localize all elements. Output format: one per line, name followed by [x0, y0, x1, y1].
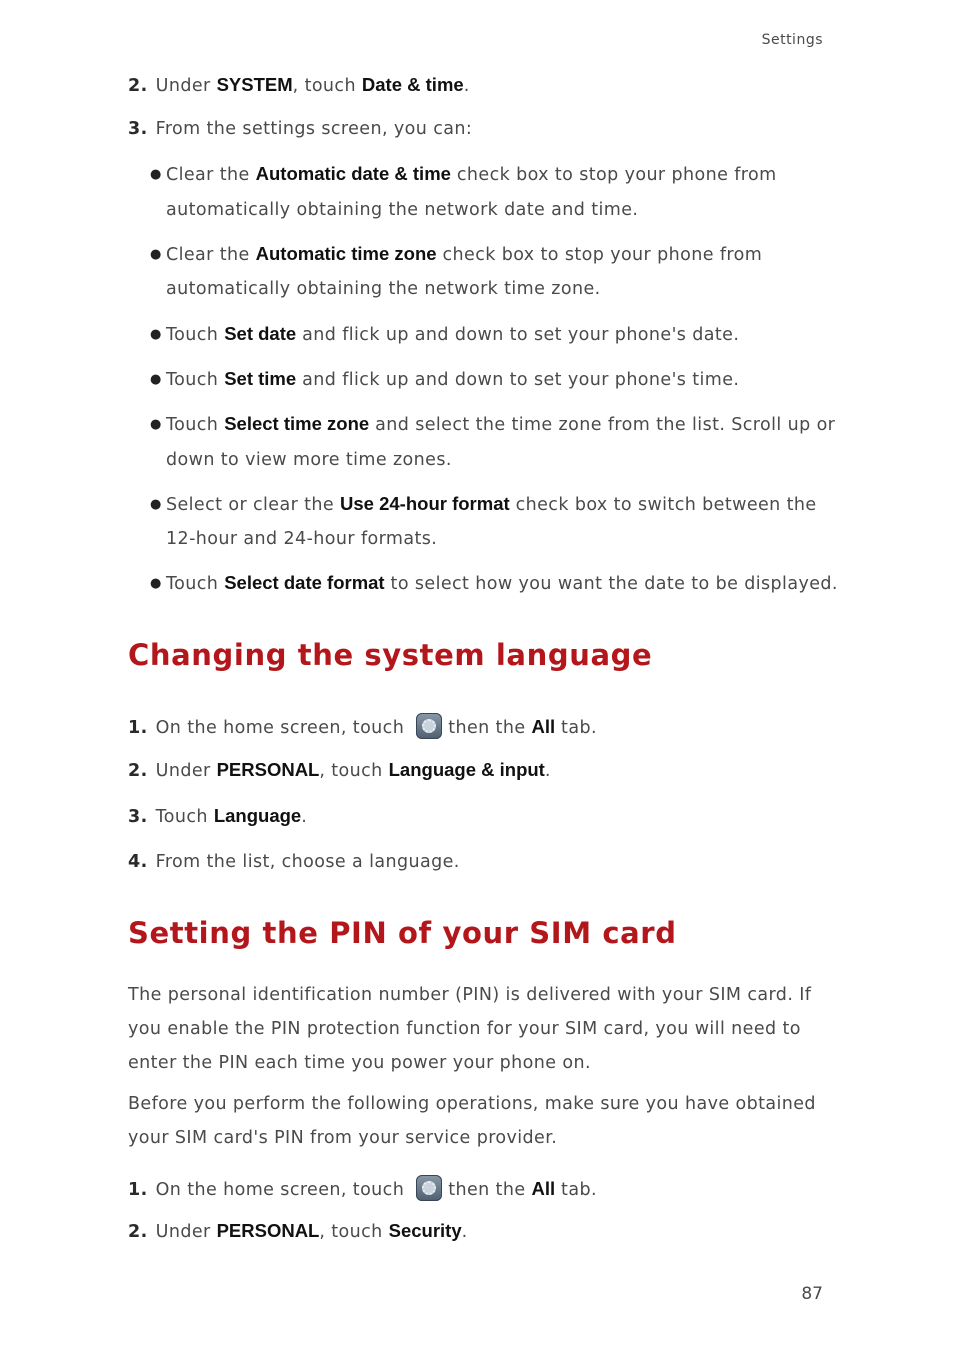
text-run: tab. [555, 1180, 597, 1200]
bullet-automatic-time-zone [150, 236, 762, 273]
text-run: Touch [155, 807, 214, 827]
step-number: 2. [128, 761, 148, 781]
page-number: 87 [801, 1284, 823, 1304]
pin-paragraph-2-line-1: Before you perform the following operations, make sure you have obtained [128, 1094, 816, 1114]
running-header: Settings [761, 32, 823, 48]
bold-term: SYSTEM [216, 74, 293, 95]
text-run: On the home screen, touch [155, 718, 405, 738]
text-run: . [301, 807, 308, 827]
heading-setting-sim-pin: Setting the PIN of your SIM card [128, 916, 677, 950]
pin-paragraph-2-line-2: your SIM card's PIN from your service provider. [128, 1128, 558, 1148]
text-run: Touch [166, 415, 225, 435]
text-run: On the home screen, touch [155, 1180, 405, 1200]
language-step-3 [128, 805, 307, 827]
pin-paragraph-1-line-2: you enable the PIN protection function for your SIM card, you will need to [128, 1019, 801, 1039]
bold-term: PERSONAL [216, 1220, 320, 1241]
bold-term: Select time zone [224, 413, 370, 434]
heading-changing-system-language: Changing the system language [128, 638, 653, 672]
bullet-automatic-date-time-cont: automatically obtaining the network date and time. [166, 200, 639, 220]
bullet-24-hour-format-cont: 12-hour and 24-hour formats. [166, 529, 438, 549]
bullet-dot: ● [150, 247, 162, 262]
pin-step-2 [128, 1220, 468, 1242]
bold-term: Security [388, 1220, 462, 1241]
step-number: 3. [128, 119, 148, 139]
step-number: 2. [128, 76, 148, 96]
bold-term: Set time [224, 368, 297, 389]
text-run: , touch [319, 1222, 389, 1242]
settings-icon [416, 713, 442, 739]
language-step-4 [128, 852, 460, 872]
bullet-set-date [150, 316, 739, 353]
step-number: 1. [128, 718, 148, 738]
text-run: From the list, choose a language. [155, 852, 460, 872]
bold-term: Automatic time zone [255, 243, 437, 264]
bullet-select-time-zone [150, 406, 835, 443]
bold-term: Use 24-hour format [340, 493, 510, 514]
step-number: 3. [128, 807, 148, 827]
bold-term: Language [213, 805, 302, 826]
language-step-1 [128, 713, 597, 739]
step-number: 1. [128, 1180, 148, 1200]
bold-term: Select date format [224, 572, 385, 593]
text-run: Clear the [166, 245, 256, 265]
text-run: check box to switch between the [509, 495, 817, 515]
text-run: , touch [292, 76, 362, 96]
pin-step-1 [128, 1175, 597, 1201]
bullet-automatic-time-zone-cont: automatically obtaining the network time zone. [166, 279, 601, 299]
text-run: Under [155, 761, 217, 781]
bold-term: All [531, 716, 556, 737]
language-step-2 [128, 759, 551, 781]
bullet-select-time-zone-cont: down to view more time zones. [166, 450, 452, 470]
text-run: Touch [166, 370, 225, 390]
bullet-dot: ● [150, 327, 162, 342]
step-number: 4. [128, 852, 148, 872]
datetime-step-2 [128, 74, 470, 96]
text-run: then the [448, 1180, 532, 1200]
pin-paragraph-1-line-3: enter the PIN each time you power your phone on. [128, 1053, 591, 1073]
text-run: Under [155, 76, 217, 96]
text-run: . [461, 1222, 468, 1242]
bold-term: Automatic date & time [255, 163, 451, 184]
text-run: , touch [319, 761, 389, 781]
bold-term: PERSONAL [216, 759, 320, 780]
text-run: . [463, 76, 470, 96]
text-run: Touch [166, 574, 225, 594]
text-run: to select how you want the date to be displayed. [384, 574, 838, 594]
bullet-dot: ● [150, 417, 162, 432]
bullet-24-hour-format [150, 486, 817, 523]
text-run: and select the time zone from the list. Scroll up or [369, 415, 836, 435]
text-run: and flick up and down to set your phone's time. [296, 370, 740, 390]
settings-icon [416, 1175, 442, 1201]
text-run: Touch [166, 325, 225, 345]
pin-paragraph-1-line-1: The personal identification number (PIN) is delivered with your SIM card. If [128, 985, 812, 1005]
text-run: then the [448, 718, 532, 738]
text-run: Clear the [166, 165, 256, 185]
text-run: check box to stop your phone from [450, 165, 777, 185]
bold-term: Date & time [361, 74, 464, 95]
text-run: tab. [555, 718, 597, 738]
step-number: 2. [128, 1222, 148, 1242]
bullet-automatic-date-time [150, 156, 777, 193]
bullet-select-date-format [150, 565, 838, 602]
datetime-step-3 [128, 119, 472, 139]
bold-term: Language & input [388, 759, 545, 780]
bullet-dot: ● [150, 167, 162, 182]
text-run: and flick up and down to set your phone's date. [296, 325, 740, 345]
bold-term: All [531, 1178, 556, 1199]
bullet-dot: ● [150, 497, 162, 512]
bullet-set-time [150, 361, 739, 398]
bold-term: Set date [224, 323, 297, 344]
text-run: From the settings screen, you can: [155, 119, 473, 139]
text-run: check box to stop your phone from [436, 245, 763, 265]
text-run: Select or clear the [166, 495, 341, 515]
bullet-dot: ● [150, 372, 162, 387]
bullet-dot: ● [150, 576, 162, 591]
text-run: Under [155, 1222, 217, 1242]
text-run: . [544, 761, 551, 781]
